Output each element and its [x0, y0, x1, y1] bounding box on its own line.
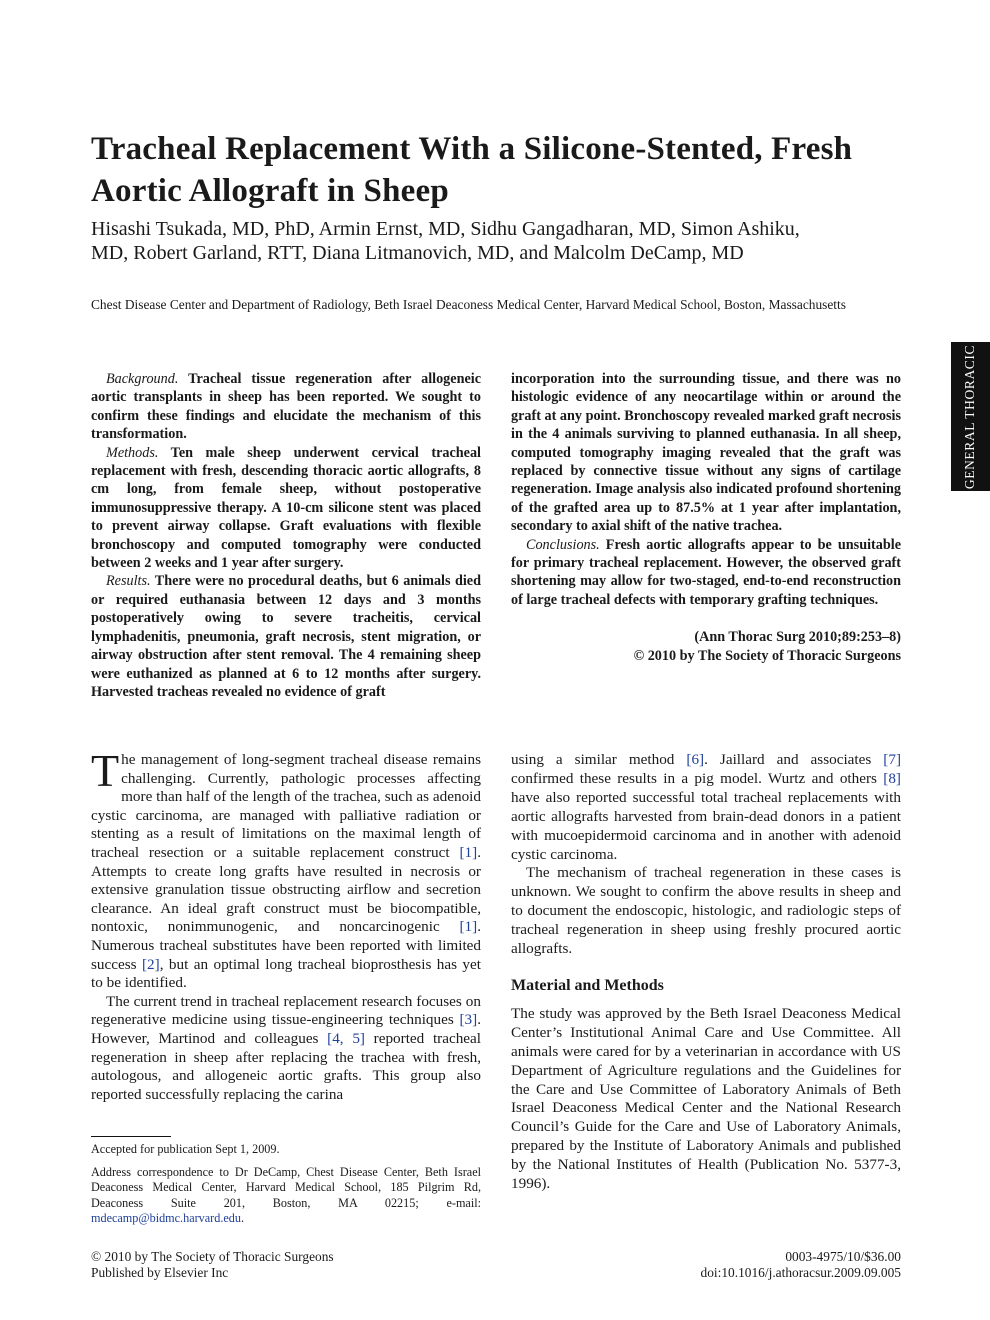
journal-citation: (Ann Thorac Surg 2010;89:253–8)	[694, 629, 901, 646]
section-tab-label: GENERAL THORACIC	[962, 344, 978, 489]
results-heading: Results.	[106, 573, 151, 590]
abstract-conclusions	[511, 536, 901, 610]
methods-text: Ten male sheep underwent cervical tracheal replacement with fresh, descending thoracic aortic allografts, 8 cm long, from female sheep, without postoperative immunosuppressive therapy. A 10-cm silicone stent was placed to prevent airway collapse. Graft evaluations with flexible bronchoscopy and computed tomography were conducted between 2 weeks and 1 year after surgery.	[91, 444, 481, 572]
reference-link[interactable]: [3]	[459, 1011, 478, 1029]
intro-text: , but an optimal long tracheal bioprosthesis has yet to be identified.	[91, 955, 481, 992]
intro-paragraph-3	[511, 751, 901, 864]
background-text: Tracheal tissue regeneration after allogeneic aortic transplants in sheep has been reported. We sought to confirm these findings and elucidate the mechanism of this transformation.	[91, 371, 481, 443]
background-heading: Background.	[106, 371, 179, 387]
intro-text: he management of long-segment tracheal disease remains challenging. Currently, pathologic processes affecting more than half of the length of the trachea, such as adenoid cystic carcinoma, are managed with palliative radiation or stenting as a result of limitations on the maximal length of tracheal resection or a suitable replacement construct	[91, 751, 481, 861]
affiliation: Chest Disease Center and Department of Radiology, Beth Israel Deaconess Medical Center, Harvard Medical School, Boston, Massachusetts	[91, 297, 846, 312]
accepted-note: Accepted for publication Sept 1, 2009.	[91, 1142, 280, 1156]
intro-paragraph-4: The mechanism of tracheal regeneration in these cases is unknown. We sought to confirm the above results in sheep and to document the endoscopic, histologic, and radiologic steps of tracheal regeneration in sheep using freshly procured aortic allografts.	[511, 864, 901, 958]
reference-link[interactable]: [2]	[141, 955, 160, 973]
results-text: There were no procedural deaths, but 6 animals died or required euthanasia between 12 days and 3 months postoperatively owing to severe tracheitis, cervical lymphadenitis, pneumonia, graft necrosis, stent migration, or airway obstruction after stent removal. The 4 remaining sheep were euthanized as planned at 6 to 12 months after surgery. Harvested tracheas revealed no evidence of graft	[91, 573, 481, 700]
intro-text: reported tracheal regeneration in sheep after replacing the trachea with fresh, autologous, and allogeneic aortic grafts. This group also reported successfully replacing the carina	[91, 1029, 482, 1103]
conclusions-text: Fresh aortic allografts appear to be unsuitable for primary tracheal replacement. However, the observed graft shortening may allow for two-staged, end-to-end reconstruction of large tracheal defects with temporary grafting techniques.	[511, 536, 901, 608]
article-title: Tracheal Replacement With a Silicone-Stented, Fresh Aortic Allograft in Sheep	[91, 131, 853, 209]
abstract-background	[91, 370, 481, 444]
reference-link[interactable]: [1]	[459, 918, 478, 936]
intro-text: . However, Martinod and colleagues	[91, 1011, 481, 1047]
abstract-methods	[91, 444, 481, 573]
intro-text: . Attempts to create long grafts have resulted in necrosis or extensive granulation tissue obstructing airflow and secretion clearance. An ideal graft construct must be biocompatible, nontoxic, nonimmunogenic, and noncarcinogenic	[91, 843, 481, 936]
correspondence-end: .	[240, 1210, 245, 1225]
reference-link[interactable]: 5]	[352, 1029, 365, 1047]
reference-link[interactable]: [8]	[883, 769, 901, 787]
intro-text: confirmed these results in a pig model. Wurtz and others	[511, 769, 884, 787]
footer-left	[91, 1249, 334, 1281]
abstract-right-column	[511, 370, 901, 665]
intro-text: using a similar method	[511, 751, 687, 768]
body-right-column	[511, 751, 901, 1194]
section-heading: Material and Methods	[511, 976, 664, 994]
email-link[interactable]: mdecamp@bidmc.harvard.edu	[91, 1210, 241, 1225]
footer-publisher: Published by Elsevier Inc	[91, 1265, 229, 1280]
footnote-rule	[91, 1136, 171, 1137]
reference-link[interactable]: [7]	[883, 751, 902, 768]
drop-cap: T	[91, 745, 120, 796]
intro-text: have also reported successful total tracheal replacements with aortic allografts harvested from brain-dead donors in a patient with mucoepidermoid carcinoma and in another with adenoid cystic carcinoma.	[511, 788, 901, 863]
intro-text: The current trend in tracheal replacement research focuses on regenerative medicine using tissue-engineering techniques	[91, 992, 481, 1029]
abstract-results-continued: incorporation into the surrounding tissue, and there was no histologic evidence of any neocartilage within or around the graft at any point. Bronchoscopy revealed marked graft necrosis in the 4 animals surviving to planned euthanasia. In all sheep, computed tomography imaging revealed that the graft was replaced by connective tissue without any signs of cartilage regeneration. Image analysis also indicated profound shortening of the grafted area up to 87.5% at 1 year after implantation, secondary to axial shift of the native trachea.	[511, 371, 901, 535]
intro-paragraph-2	[91, 993, 481, 1105]
intro-paragraph-1	[91, 745, 481, 993]
methods-heading: Methods.	[106, 444, 159, 461]
author-list: Hisashi Tsukada, MD, PhD, Armin Ernst, MD, Sidhu Gangadharan, MD, Simon Ashiku, MD, Robert Garland, RTT, Diana Litmanovich, MD, and Malcolm DeCamp, MD	[91, 218, 800, 264]
methods-paragraph-1: The study was approved by the Beth Israel Deaconess Medical Center’s Institutional Animal Care and Use Committee. All animals were cared for by a veterinarian in accordance with US Department of Agriculture regulations and the Guidelines for the Care and Use Committee of Laboratory Animals of Beth Israel Deaconess Medical Center and the National Research Council’s Guide for the Care and Use of Laboratory Animals, prepared by the Institute of Laboratory Animals and published by the National Institutes of Health (Publication No. 5377-3, 1996).	[511, 1004, 901, 1193]
footer-issn: 0003-4975/10/$36.00	[785, 1249, 901, 1264]
footer-right	[600, 1249, 901, 1281]
body-left-column	[91, 745, 482, 1104]
conclusions-heading: Conclusions.	[526, 536, 600, 553]
correspondence-note	[91, 1165, 481, 1226]
footer-copyright: © 2010 by The Society of Thoracic Surgeons	[91, 1249, 334, 1264]
abstract-copyright: © 2010 by The Society of Thoracic Surgeons	[633, 647, 901, 664]
intro-text: . Jaillard and associates	[704, 751, 884, 768]
reference-link[interactable]: [4,	[327, 1029, 344, 1047]
correspondence-text: Address correspondence to Dr DeCamp, Chest Disease Center, Beth Israel Deaconess Medical Center, Harvard Medical School, 185 Pilgrim Rd, Deaconess Suite 201, Boston, MA 02215; e-mail:	[91, 1165, 481, 1210]
abstract-left-column	[91, 370, 481, 701]
footnotes	[91, 1142, 481, 1226]
reference-link[interactable]: [1]	[459, 843, 478, 861]
intro-text: . Numerous tracheal substitutes have been reported with limited success	[91, 918, 481, 973]
section-tab	[951, 342, 990, 491]
abstract-results	[91, 572, 481, 701]
reference-link[interactable]: [6]	[686, 751, 705, 768]
footer-doi[interactable]: doi:10.1016/j.athoracsur.2009.09.005	[700, 1265, 901, 1280]
